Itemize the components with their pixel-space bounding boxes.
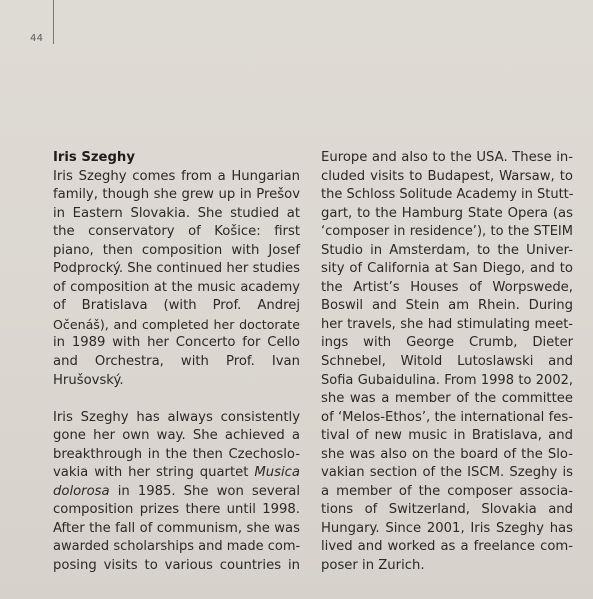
text-line: the Schloss Solitude Academy in Stutt- [321, 187, 574, 203]
text-line: the conservatory of Košice: first [53, 224, 300, 240]
header-rule [53, 0, 54, 44]
text-line: Studio in Amsterdam, to the Univer- [321, 242, 573, 258]
text-line: the Artist’s Houses of Worpswede, [321, 279, 573, 295]
biography-heading: Iris Szeghy [53, 150, 135, 165]
work-title-part-1: Musica [254, 465, 300, 481]
text-line: gart, to the Hamburg State Opera (as [321, 205, 573, 221]
text-line: she was also on the board of the Slo- [321, 446, 573, 462]
text-line: Iris Szeghy comes from a Hungarian [53, 168, 300, 184]
text-line: family, though she grew up in Prešov [53, 187, 300, 203]
text-line: a member of the composer associa- [321, 483, 573, 499]
text-line: After the fall of communism, she was [53, 520, 300, 536]
text-line: and Orchestra, with Prof. Ivan [53, 354, 300, 370]
text-line: posing visits to various countries in [53, 558, 300, 574]
text-line: Podprocký. She continued her studies [53, 261, 300, 277]
text-line: Hrušovský. [53, 372, 124, 388]
text-line: awarded scholarships and made com- [53, 539, 301, 555]
page-number: 44 [30, 33, 44, 44]
text-line: Očenáš), and completed her doctorate [53, 316, 300, 332]
text-line: her travels, she had stimulating meet- [321, 316, 573, 332]
text-line: Sofia Gubaidulina. From 1998 to 2002, [321, 372, 573, 388]
text-line: Iris Szeghy has always consistently [53, 409, 300, 425]
text-line: cluded visits to Budapest, Warsaw, to [321, 168, 573, 184]
text-line: breakthrough in the then Czechoslo- [53, 446, 300, 462]
text-line: of Bratislava (with Prof. Andrej [53, 298, 300, 314]
text-line: piano, then composition with Josef [53, 242, 300, 258]
text-line: she was a member of the committee [321, 391, 573, 407]
text-line: tions of Switzerland, Slovakia and [321, 502, 573, 518]
text-line: tival of new music in Bratislava, and [321, 428, 573, 444]
text-line: gone her own way. She achieved a [53, 428, 300, 444]
left-column [53, 149, 300, 576]
work-title-part-2: dolorosa [53, 483, 110, 499]
text-line [53, 483, 300, 502]
text-line: vakian section of the ISCM. Szeghy is [321, 465, 573, 481]
text-line: composition prizes there until 1998. [53, 502, 300, 518]
text-line: Hungary. Since 2001, Iris Szeghy has [321, 520, 573, 536]
text-line: lived and worked as a freelance com- [321, 539, 573, 555]
text-line: in Eastern Slovakia. She studied at [53, 205, 300, 221]
text-line: ings with George Crumb, Dieter [321, 335, 573, 351]
text-line: Schnebel, Witold Lutoslawski and [321, 354, 573, 370]
text-line: poser in Zurich. [321, 558, 425, 574]
paragraph-gap [53, 390, 300, 409]
text-line: sity of California at San Diego, and to [321, 261, 573, 277]
text-line: of composition at the music academy [53, 279, 300, 295]
right-column [321, 149, 573, 576]
text-line [53, 464, 300, 483]
text-line: of ‘Melos-Ethos’, the international fes- [321, 409, 573, 425]
paragraph-2 [53, 409, 300, 576]
text-line: Boswil and Stein am Rhein. During [321, 298, 573, 314]
text-line: ‘composer in residence’), to the STEIM [321, 224, 573, 240]
text-fragment: vakia with her string quartet [53, 465, 255, 481]
paragraph-1 [53, 168, 300, 391]
text-fragment: in 1985. She won several [109, 483, 300, 499]
text-line: Europe and also to the USA. These in- [321, 150, 573, 165]
text-line: in 1989 with her Concerto for Cello [53, 335, 300, 351]
